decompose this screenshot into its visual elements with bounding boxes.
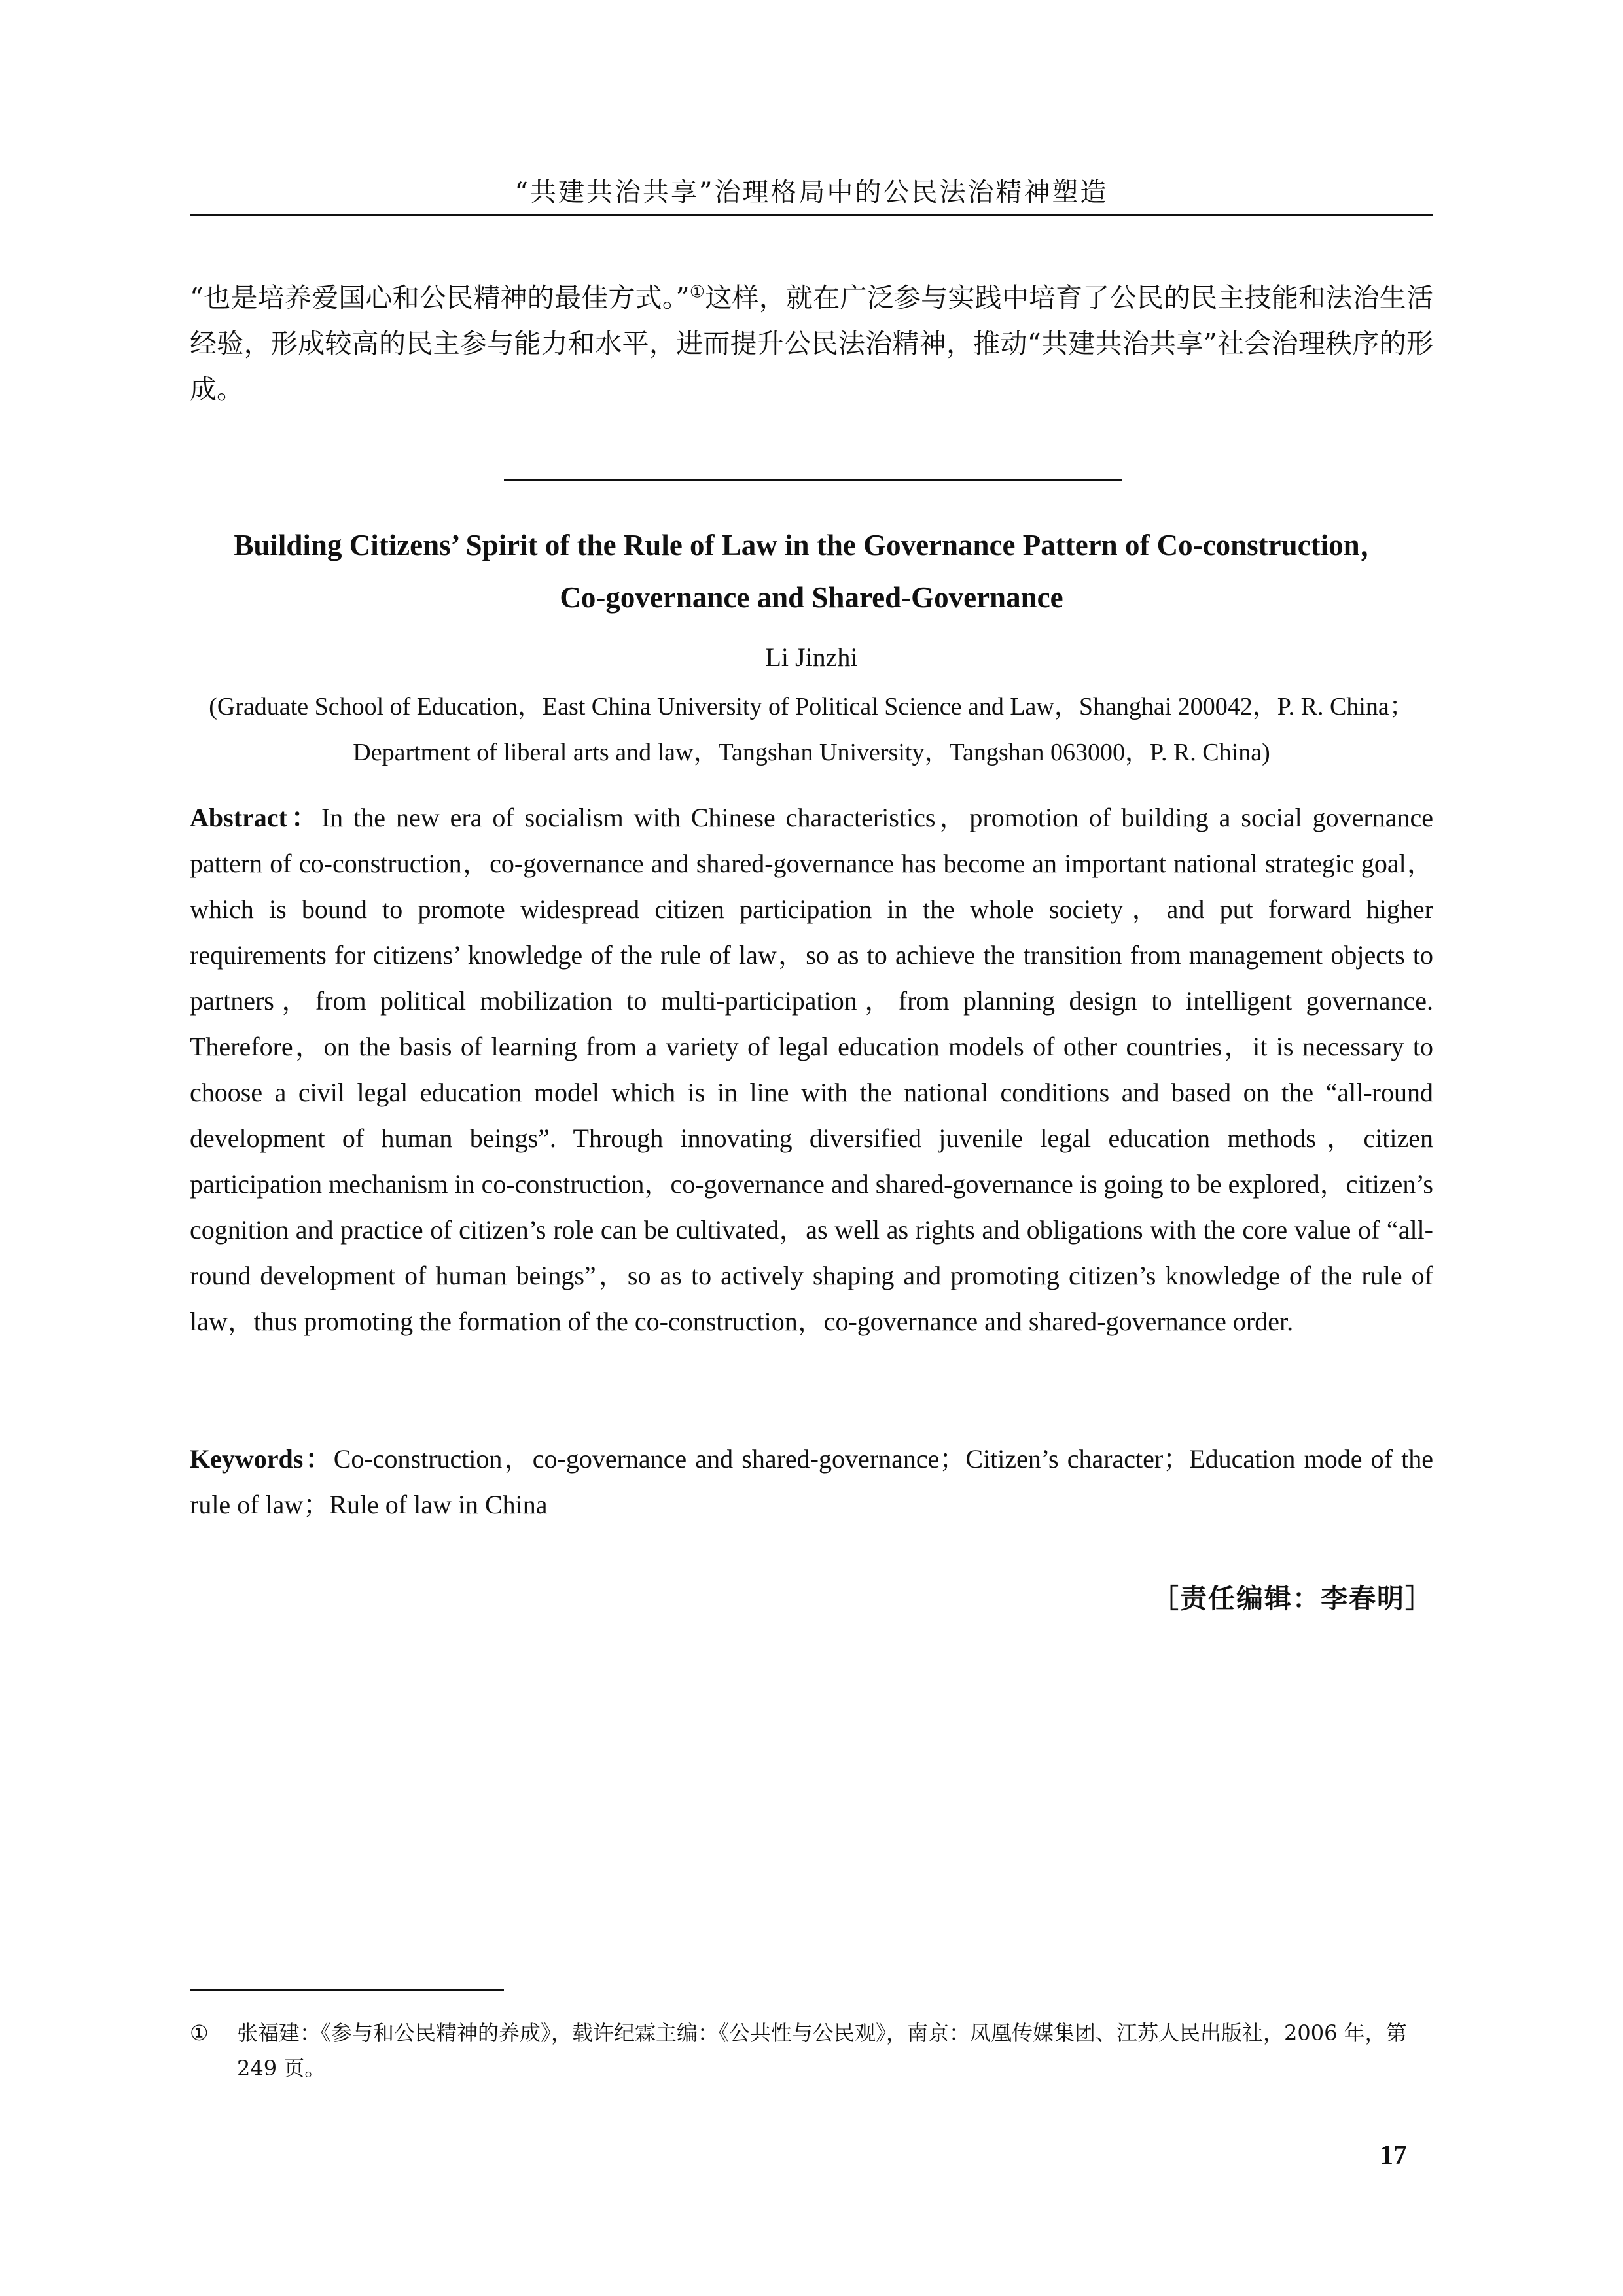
footnote-reference[interactable]: ① bbox=[689, 282, 705, 302]
author-affiliation bbox=[190, 684, 1433, 775]
footnote-text: 张福建：《参与和公民精神的养成》，载许纪霖主编：《公共性与公民观》，南京：凤凰传媒集团、江苏人民出版社，2006 年，第 249 页。 bbox=[237, 2021, 1407, 2081]
paragraph-text-before-ref: “也是培养爱国心和公民精神的最佳方式。” bbox=[190, 282, 690, 313]
keywords-paragraph bbox=[190, 1436, 1433, 1528]
keywords-label: Keywords： bbox=[190, 1444, 334, 1474]
affiliation-line-1: (Graduate School of Education，East China University of Political Science and Law，Shanghai 200042，P. R. China； bbox=[209, 693, 1414, 720]
section-separator bbox=[504, 479, 1122, 481]
english-title-line-1: Building Citizens’ Spirit of the Rule of Law in the Governance Pattern of Co-construction， bbox=[234, 529, 1389, 561]
abstract-text: In the new era of socialism with Chinese characteristics，promotion of building a social governance pattern of co-construction，co-governance and shared-governance has become an important national strategic goal，which is bound to promote widespread citizen participation in the whole society，and put forward higher requirements for citizens’ knowledge of the rule of law，so as to achieve the transition from management objects to partners，from political mobilization to multi-participation，from planning design to intelligent governance. Therefore，on the basis of learning from a variety of legal education models of other countries，it is necessary to choose a civil legal education model which is in line with the national conditions and based on the “all-round development of human beings”. Through innovating diversified juvenile legal education methods，citizen participation mechanism in co-construction，co-governance and shared-governance is going to be explored，citizen’s cognition and practice of citizen’s role can be cultivated，as well as rights and obligations with the core value of “all-round development of human beings”，so as to actively shaping and promoting citizen’s knowledge of the rule of law，thus promoting the formation of the co-construction，co-governance and shared-governance order. bbox=[190, 803, 1433, 1336]
english-title-line-2: Co-governance and Shared-Governance bbox=[560, 581, 1063, 614]
continued-paragraph bbox=[190, 275, 1433, 412]
footnote-mark: ① bbox=[190, 2021, 209, 2045]
running-header: “共建共治共享”治理格局中的公民法治精神塑造 bbox=[514, 177, 1109, 207]
keywords-text: Co-construction，co-governance and shared-governance；Citizen’s character；Education mode of the rule of law；Rule of law in China bbox=[190, 1444, 1434, 1519]
responsible-editor: ［责任编辑：李春明］ bbox=[1152, 1583, 1433, 1614]
footnote bbox=[190, 2015, 1433, 2086]
abstract-label: Abstract： bbox=[190, 803, 321, 832]
footnote-rule bbox=[190, 1989, 504, 1991]
author-name: Li Jinzhi bbox=[765, 643, 858, 672]
header-rule bbox=[190, 214, 1433, 216]
affiliation-line-2: Department of liberal arts and law，Tangshan University，Tangshan 063000，P. R. China) bbox=[353, 739, 1270, 766]
paragraph-text-after-ref: 这样，就在广泛参与实践中培育了公民的民主技能和法治生活经验，形成较高的民主参与能力和水平，进而提升公民法治精神，推动“共建共治共享”社会治理秩序的形成。 bbox=[190, 282, 1434, 405]
abstract-paragraph bbox=[190, 795, 1433, 1345]
english-title bbox=[190, 519, 1433, 624]
page-number: 17 bbox=[1380, 2140, 1407, 2170]
